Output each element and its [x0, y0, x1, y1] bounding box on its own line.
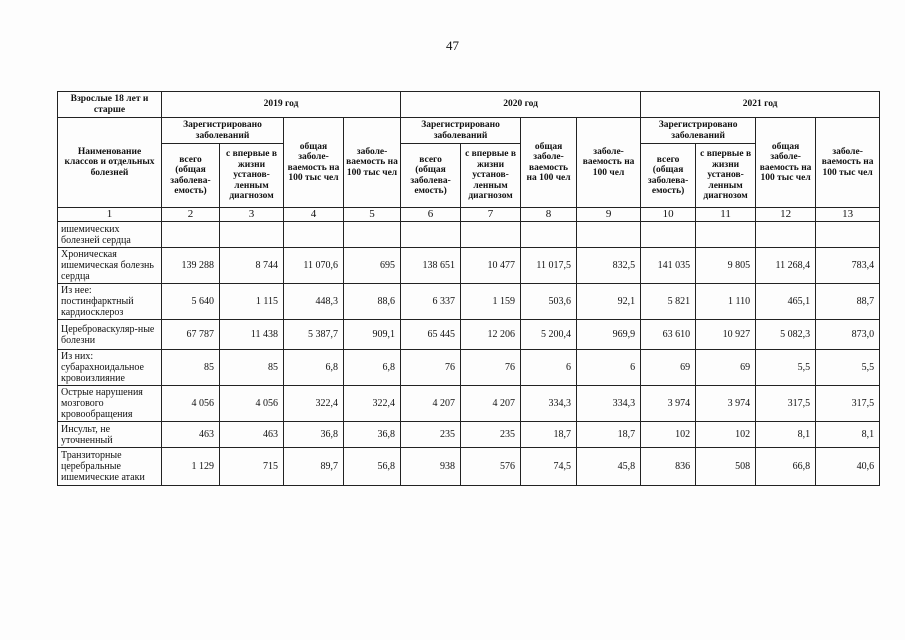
value-cell: 448,3 [284, 284, 344, 320]
disease-name: Цереброваскуляр-ные болезни [58, 320, 162, 350]
value-cell: 1 129 [162, 448, 220, 486]
value-cell: 5 082,3 [756, 320, 816, 350]
column-number: 4 [284, 208, 344, 222]
value-cell: 969,9 [577, 320, 641, 350]
value-cell: 463 [162, 422, 220, 448]
value-cell: 88,7 [816, 284, 880, 320]
table-row [58, 386, 880, 422]
year-2019-header: 2019 год [162, 92, 401, 118]
value-cell: 1 159 [461, 284, 521, 320]
value-cell: 138 651 [401, 248, 461, 284]
disease-name: Хроническая ишемическая болезнь сердца [58, 248, 162, 284]
value-cell: 6,8 [284, 350, 344, 386]
value-cell: 1 115 [220, 284, 284, 320]
value-cell [344, 222, 401, 248]
value-cell [461, 222, 521, 248]
value-cell: 938 [401, 448, 461, 486]
disease-name: Транзиторные церебральные ишемические атаки [58, 448, 162, 486]
value-cell: 3 974 [641, 386, 696, 422]
rate-2019-header: заболе-ваемость на 100 тыс чел [344, 118, 401, 208]
registered-2019-header: Зарегистрировано заболеваний [162, 118, 284, 144]
disease-name: Из нее: постинфарктный кардиосклероз [58, 284, 162, 320]
disease-name: ишемических болезней сердца [58, 222, 162, 248]
value-cell: 6 337 [401, 284, 461, 320]
column-number-row [58, 208, 880, 222]
value-cell: 503,6 [521, 284, 577, 320]
value-cell [816, 222, 880, 248]
table-row [58, 422, 880, 448]
value-cell: 909,1 [344, 320, 401, 350]
name-column-header: Наименование классов и отдельных болезней [58, 118, 162, 208]
value-cell [577, 222, 641, 248]
rate-2021-header: заболе-ваемость на 100 тыс чел [816, 118, 880, 208]
value-cell: 463 [220, 422, 284, 448]
table-row [58, 320, 880, 350]
value-cell: 5 200,4 [521, 320, 577, 350]
value-cell: 67 787 [162, 320, 220, 350]
value-cell: 9 805 [696, 248, 756, 284]
value-cell: 63 610 [641, 320, 696, 350]
value-cell: 56,8 [344, 448, 401, 486]
column-number: 9 [577, 208, 641, 222]
value-cell: 873,0 [816, 320, 880, 350]
total-2020-header: всего (общая заболева-емость) [401, 144, 461, 208]
value-cell: 76 [401, 350, 461, 386]
column-number: 11 [696, 208, 756, 222]
value-cell [284, 222, 344, 248]
general-rate-2021-header: общая заболе-ваемость на 100 тыс чел [756, 118, 816, 208]
value-cell: 322,4 [284, 386, 344, 422]
value-cell: 139 288 [162, 248, 220, 284]
value-cell: 92,1 [577, 284, 641, 320]
value-cell: 65 445 [401, 320, 461, 350]
value-cell: 8,1 [756, 422, 816, 448]
value-cell: 85 [220, 350, 284, 386]
value-cell [641, 222, 696, 248]
value-cell [162, 222, 220, 248]
total-2021-header: всего (общая заболева-емость) [641, 144, 696, 208]
disease-name: Острые нарушения мозгового кровообращения [58, 386, 162, 422]
value-cell: 4 056 [220, 386, 284, 422]
first-time-2021-header: с впервые в жизни установ-ленным диагнозом [696, 144, 756, 208]
column-number: 13 [816, 208, 880, 222]
table-row [58, 248, 880, 284]
value-cell: 69 [641, 350, 696, 386]
value-cell: 5,5 [756, 350, 816, 386]
general-rate-2020-header: общая заболе-ваемость на 100 чел [521, 118, 577, 208]
column-number: 10 [641, 208, 696, 222]
value-cell: 6,8 [344, 350, 401, 386]
value-cell: 10 477 [461, 248, 521, 284]
value-cell: 235 [401, 422, 461, 448]
first-time-2020-header: с впервые в жизни установ-ленным диагнозом [461, 144, 521, 208]
value-cell [220, 222, 284, 248]
value-cell: 66,8 [756, 448, 816, 486]
value-cell: 508 [696, 448, 756, 486]
value-cell: 12 206 [461, 320, 521, 350]
morbidity-table [57, 91, 880, 486]
value-cell [401, 222, 461, 248]
year-2021-header: 2021 год [641, 92, 880, 118]
value-cell: 836 [641, 448, 696, 486]
value-cell: 576 [461, 448, 521, 486]
value-cell: 18,7 [577, 422, 641, 448]
value-cell: 141 035 [641, 248, 696, 284]
column-number: 1 [58, 208, 162, 222]
table-row [58, 448, 880, 486]
year-2020-header: 2020 год [401, 92, 641, 118]
value-cell: 88,6 [344, 284, 401, 320]
disease-name: Из них: субарахноидальное кровоизлияние [58, 350, 162, 386]
rate-2020-header: заболе-ваемость на 100 чел [577, 118, 641, 208]
column-number: 8 [521, 208, 577, 222]
value-cell: 74,5 [521, 448, 577, 486]
value-cell: 5 387,7 [284, 320, 344, 350]
column-number: 7 [461, 208, 521, 222]
value-cell [521, 222, 577, 248]
value-cell: 235 [461, 422, 521, 448]
value-cell: 715 [220, 448, 284, 486]
value-cell: 832,5 [577, 248, 641, 284]
value-cell [756, 222, 816, 248]
value-cell: 1 110 [696, 284, 756, 320]
value-cell: 4 207 [401, 386, 461, 422]
value-cell: 11 268,4 [756, 248, 816, 284]
value-cell: 18,7 [521, 422, 577, 448]
table-row [58, 284, 880, 320]
value-cell: 69 [696, 350, 756, 386]
first-time-2019-header: с впервые в жизни установ-ленным диагнозом [220, 144, 284, 208]
value-cell: 36,8 [284, 422, 344, 448]
value-cell: 5 640 [162, 284, 220, 320]
value-cell: 40,6 [816, 448, 880, 486]
value-cell: 334,3 [577, 386, 641, 422]
value-cell: 4 207 [461, 386, 521, 422]
disease-name: Инсульт, не уточненный [58, 422, 162, 448]
corner-cell: Взрослые 18 лет и старше [58, 92, 162, 118]
value-cell [696, 222, 756, 248]
value-cell: 5 821 [641, 284, 696, 320]
table-row [58, 222, 880, 248]
value-cell: 102 [696, 422, 756, 448]
value-cell: 85 [162, 350, 220, 386]
column-number: 5 [344, 208, 401, 222]
value-cell: 4 056 [162, 386, 220, 422]
value-cell: 465,1 [756, 284, 816, 320]
table-body [58, 222, 880, 486]
table-row [58, 350, 880, 386]
value-cell: 8 744 [220, 248, 284, 284]
value-cell: 6 [577, 350, 641, 386]
value-cell: 322,4 [344, 386, 401, 422]
value-cell: 102 [641, 422, 696, 448]
value-cell: 8,1 [816, 422, 880, 448]
value-cell: 5,5 [816, 350, 880, 386]
value-cell: 89,7 [284, 448, 344, 486]
total-2019-header: всего (общая заболева-емость) [162, 144, 220, 208]
value-cell: 6 [521, 350, 577, 386]
value-cell: 45,8 [577, 448, 641, 486]
column-number: 12 [756, 208, 816, 222]
value-cell: 76 [461, 350, 521, 386]
column-number: 3 [220, 208, 284, 222]
value-cell: 783,4 [816, 248, 880, 284]
registered-2021-header: Зарегистрировано заболеваний [641, 118, 756, 144]
value-cell: 10 927 [696, 320, 756, 350]
value-cell: 11 438 [220, 320, 284, 350]
value-cell: 3 974 [696, 386, 756, 422]
value-cell: 36,8 [344, 422, 401, 448]
column-number: 2 [162, 208, 220, 222]
value-cell: 695 [344, 248, 401, 284]
page-number: 47 [446, 38, 459, 53]
value-cell: 317,5 [816, 386, 880, 422]
general-rate-2019-header: общая заболе-ваемость на 100 тыс чел [284, 118, 344, 208]
value-cell: 334,3 [521, 386, 577, 422]
value-cell: 11 070,6 [284, 248, 344, 284]
registered-2020-header: Зарегистрировано заболеваний [401, 118, 521, 144]
value-cell: 317,5 [756, 386, 816, 422]
value-cell: 11 017,5 [521, 248, 577, 284]
column-number: 6 [401, 208, 461, 222]
